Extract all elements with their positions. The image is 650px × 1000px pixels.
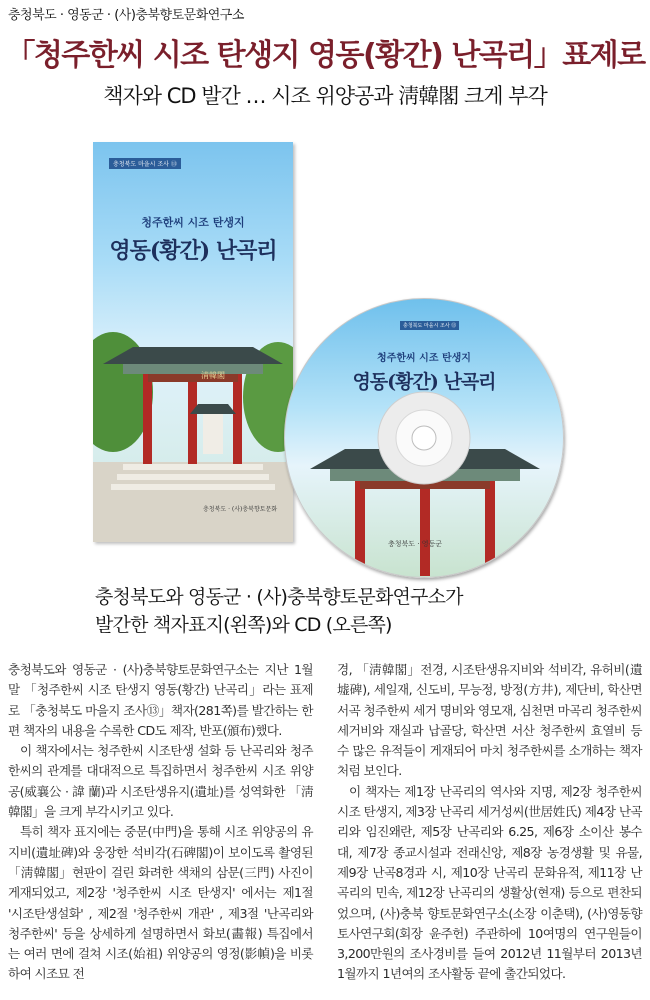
cd-publisher: 충청북도 · 영동군 [388, 540, 443, 548]
caption-line-2: 발간한 책자표지(왼쪽)와 CD (오른쪽) [95, 614, 392, 636]
cd-title: 영동(황간) 난곡리 [352, 371, 496, 393]
book-publisher: 충청북도 · (사)충북향토문화 [203, 506, 278, 513]
book-series-label: 충청북도 마을시 조사 ⑬ [109, 158, 181, 169]
article-paragraph: 충청북도와 영동군 · (사)충북향토문화연구소는 지난 1월 말 「청주한씨 시조 탄생지 영동(황간) 난곡리」라는 표제로 「충청북도 마을지 조사⑬」책자(281쪽)를 발간하는 한편 책자의 내용을 수록한 CD도 제작, 반포(頒布)했다. [8, 662, 313, 738]
article-paragraph: 이 책자에서는 청주한씨 시조탄생 설화 등 난곡리와 청주한씨의 관계를 대대적으로 특집하면서 청주한씨 시조 위양공(威襄公 · 諱 蘭)과 시조탄생유지(遺址)를 성역화한 「淸韓閣」을 크게 부각시키고 있다. [8, 743, 313, 820]
article-column-left [8, 660, 313, 985]
book-plaque: 淸韓閣 [201, 371, 225, 380]
subheadline: 책자와 CD 발간 … 시조 위양공과 淸韓閣 크게 부각 [103, 84, 547, 108]
cd-series-label: 충청북도 마을시 조사 ⑬ [400, 321, 459, 330]
article-paragraph: 특히 책자 표지에는 중문(中門)을 통해 시조 위양공의 유지비(遺址碑)와 웅장한 석비각(石碑閣)이 보이도록 촬영된 「淸韓閣」현판이 걸린 화려한 색채의 삼문(三門) 사진이 게재되었고, 제2장 '청주한씨 시조 탄생지' 에서는 제1절 '시조탄생설화' , 제2절 '청주한씨 개관' , 제3절 '난곡리와 청주한씨' 등을 상세하게 설명하면서 화보(畵報) 특집에서는 여러 면에 걸쳐 시조(始祖) 위양공의 영정(影幀)을 비롯하여 시조묘 전 [8, 824, 313, 982]
headline: 「청주한씨 시조 탄생지 영동(황간) 난곡리」표제로 [5, 38, 645, 73]
photo-caption [95, 583, 463, 639]
section-tag: 충청북도 · 영동군 · (사)충북향토문화연구소 [8, 8, 244, 23]
article-column-right [337, 660, 642, 985]
gate-illustration [93, 142, 293, 542]
caption-line-1: 충청북도와 영동군 · (사)충북향토문화연구소가 [95, 586, 463, 608]
cd-subtitle: 청주한씨 시조 탄생지 [377, 353, 471, 364]
cd-gate-illustration [285, 299, 563, 577]
article-paragraph: 이 책자는 제1장 난곡리의 역사와 지명, 제2장 청주한씨 시조 탄생지, 제3장 난곡리 세거성씨(世居姓氏) 제4장 난곡리와 임진왜란, 제5장 난곡리와 6.25, 제6장 소이산 봉수대, 제7장 종교시설과 전래신앙, 제8장 농경생활 및 유물, 제9장 난곡8경과 시, 제10장 난곡리 문화유적, 제11장 난곡리의 민속, 제12장 난곡리의 생활상(현재) 등으로 편찬되었으며, (사)충북 향토문화연구소(소장 이춘택), (사)영동향토사연구회(회장 윤주헌) 주관하에 10여명의 연구원들이 3,200만원의 조사경비를 들여 2012년 11월부터 2013년1월까지 1년여의 조사활동 끝에 출간되었다. [337, 783, 642, 982]
book-title: 영동(황간) 난곡리 [109, 238, 277, 264]
cd-image [284, 298, 564, 578]
article-paragraph: 경, 「淸韓閣」전경, 시조탄생유지비와 석비각, 유허비(遺墟碑), 세일재, 신도비, 무능정, 방정(方井), 제단비, 학산면 서곡 청주한씨 세거 명비와 영모재, 심천면 마곡리 청주한씨 세거비와 재실과 납골당, 학산면 서산 청주한씨 효열비 등 수 많은 유적들이 게재되어 마치 청주한씨를 소개하는 책자처럼 보인다. [337, 662, 642, 779]
book-subtitle: 청주한씨 시조 탄생지 [141, 216, 245, 229]
book-cover-image [93, 142, 293, 542]
